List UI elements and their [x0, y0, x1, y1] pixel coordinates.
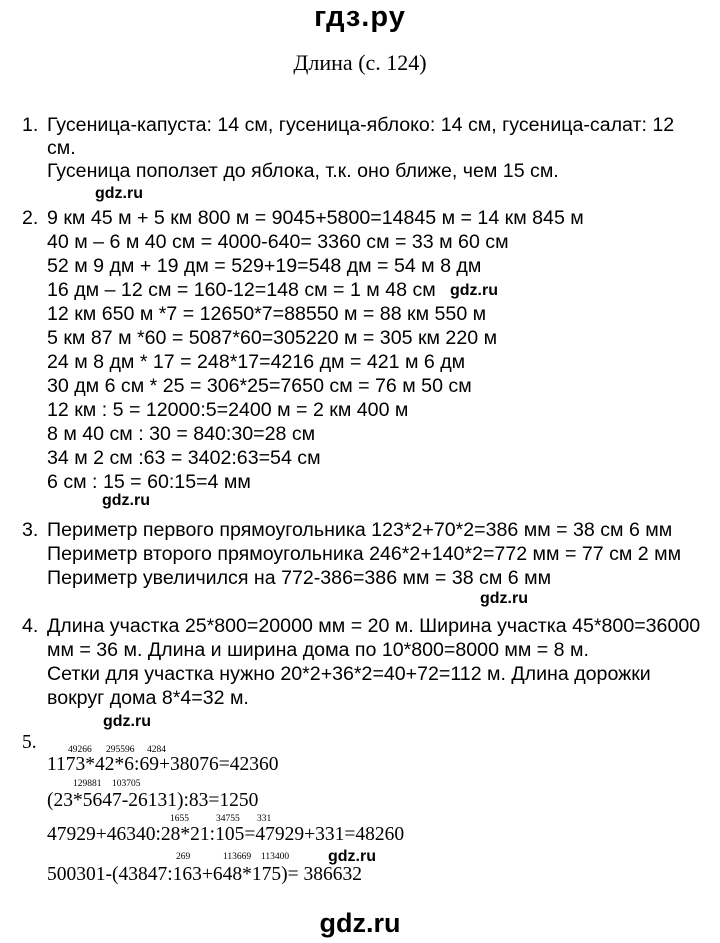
watermark-small: gdz.ru	[480, 590, 528, 607]
task-4-line: вокруг дома 8*4=32 м.	[47, 687, 249, 709]
task-2-line: 9 км 45 м + 5 км 800 м = 9045+5800=14845 м = 14 км 845 м	[47, 207, 584, 229]
task-2-line: 52 м 9 дм + 19 дм = 529+19=548 дм = 54 м 8 дм	[47, 255, 482, 277]
aux-value: 1655	[170, 814, 189, 824]
task-2-line: 34 м 2 см :63 = 3402:63=54 см	[47, 447, 321, 469]
aux-value: 129881	[73, 779, 102, 789]
task-2-line: 40 м – 6 м 40 см = 4000-640= 3360 см = 33 м 60 см	[47, 231, 509, 253]
aux-value: 113669	[223, 852, 252, 862]
aux-value: 49266	[68, 745, 92, 755]
task-5-number: 5.	[22, 732, 37, 753]
expression-line: 47929+46340:28*21:105=47929+331=48260	[47, 824, 405, 845]
expression-line: 1173*42*6:69+38076=42360	[47, 754, 279, 775]
task-2-number: 2.	[22, 207, 39, 229]
task-3-line: Периметр первого прямоугольника 123*2+70*2=386 мм = 38 см 6 мм	[47, 519, 673, 541]
aux-value: 113400	[261, 852, 290, 862]
task-2-line: 8 м 40 см : 30 = 840:30=28 см	[47, 423, 316, 445]
page-title: Длина (с. 124)	[293, 50, 427, 75]
task-1-line: Гусеница-капуста: 14 см, гусеница-яблоко: 14 см, гусеница-салат: 12	[47, 114, 675, 136]
aux-value: 269	[176, 852, 191, 862]
watermark-small: gdz.ru	[95, 185, 143, 202]
task-2-line: 24 м 8 дм * 17 = 248*17=4216 дм = 421 м 6 дм	[47, 351, 466, 373]
task-1-line: см.	[47, 137, 76, 159]
task-2-line: 12 км : 5 = 12000:5=2400 м = 2 км 400 м	[47, 399, 409, 421]
task-4-line: Длина участка 25*800=20000 мм = 20 м. Ширина участка 45*800=36000	[47, 615, 701, 637]
task-1-number: 1.	[22, 114, 39, 136]
watermark-small: gdz.ru	[102, 492, 150, 509]
watermark-small: gdz.ru	[103, 713, 151, 730]
task-3-line: Периметр увеличился на 772-386=386 мм = 38 см 6 мм	[47, 567, 552, 589]
task-2-line: 30 дм 6 см * 25 = 306*25=7650 см = 76 м 50 см	[47, 375, 472, 397]
task-1-line: Гусеница поползет до яблока, т.к. оно ближе, чем 15 см.	[47, 160, 559, 182]
expression-line: 500301-(43847:163+648*175)= 386632	[47, 864, 363, 885]
expression-line: (23*5647-26131):83=1250	[47, 790, 259, 811]
watermark-bottom: gdz.ru	[319, 908, 401, 938]
task-3-number: 3.	[22, 519, 39, 541]
aux-value: 4284	[147, 745, 166, 755]
watermark-top: гдз.ру	[314, 1, 406, 33]
aux-value: 331	[257, 814, 272, 824]
task-4-line: Сетки для участка нужно 20*2+36*2=40+72=112 м. Длина дорожки	[47, 663, 651, 685]
task-2-line: 6 см : 15 = 60:15=4 мм	[47, 471, 251, 493]
watermark-small: gdz.ru	[328, 848, 376, 865]
task-3-line: Периметр второго прямоугольника 246*2+140*2=772 мм = 77 см 2 мм	[47, 543, 682, 565]
task-2-line: 12 км 650 м *7 = 12650*7=88550 м = 88 км 550 м	[47, 303, 487, 325]
task-2-line: 16 дм – 12 см = 160-12=148 см = 1 м 48 см	[47, 279, 436, 301]
task-2-line: 5 км 87 м *60 = 5087*60=305220 м = 305 км 220 м	[47, 327, 498, 349]
watermark-small: gdz.ru	[450, 282, 498, 299]
aux-value: 103705	[112, 779, 141, 789]
task-4-line: мм = 36 м. Длина и ширина дома по 10*800=8000 мм = 8 м.	[47, 639, 589, 661]
aux-value: 295596	[106, 745, 135, 755]
task-4-number: 4.	[22, 615, 39, 637]
aux-value: 34755	[216, 814, 240, 824]
